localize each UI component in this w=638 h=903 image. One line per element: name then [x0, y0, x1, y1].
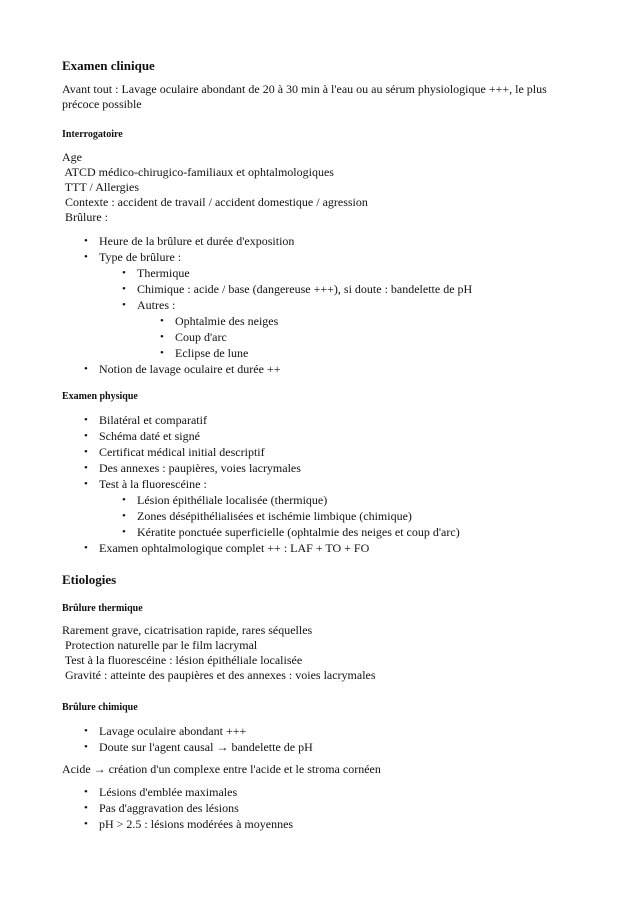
bullet-icon: •: [84, 802, 88, 814]
thermal-line: Test à la fluorescéine : lésion épithéliale localisée: [62, 653, 303, 667]
list-item: • Certificat médical initial descriptif: [84, 445, 265, 459]
bullet-icon: •: [84, 363, 88, 375]
thermal-line: Rarement grave, cicatrisation rapide, rares séquelles: [62, 623, 313, 637]
subsection-title-interrogation: Interrogatoire: [62, 129, 123, 140]
physical-exam-list: [62, 412, 582, 556]
list-item: • Coup d'arc: [160, 330, 227, 344]
list-item: • Thermique: [122, 266, 190, 280]
interrogation-line: TTT / Allergies: [62, 180, 139, 194]
bullet-icon: •: [84, 235, 88, 247]
thermal-line: Protection naturelle par le film lacrymal: [62, 638, 258, 652]
bullet-icon: •: [84, 741, 88, 753]
bullet-icon: •: [122, 267, 126, 279]
bullet-icon: •: [122, 283, 126, 295]
bullet-icon: •: [84, 462, 88, 474]
list-item: • Bilatéral et comparatif: [84, 413, 207, 427]
list-item: • Eclipse de lune: [160, 346, 249, 360]
burn-details-list: [62, 233, 582, 377]
bullet-icon: •: [84, 414, 88, 426]
acid-line: Acide → création d'un complexe entre l'acide et le stroma cornéen: [62, 762, 381, 776]
list-item: • Schéma daté et signé: [84, 429, 200, 443]
list-item: • Des annexes : paupières, voies lacrymales: [84, 461, 301, 475]
section-title-clinical-exam: Examen clinique: [62, 58, 155, 73]
interrogation-line: Contexte : accident de travail / accident domestique / agression: [62, 195, 368, 209]
interrogation-line: ATCD médico-chirugico-familiaux et ophtalmologiques: [62, 165, 334, 179]
list-item: • Test à la fluorescéine :: [84, 477, 207, 491]
list-item: • Pas d'aggravation des lésions: [84, 801, 239, 815]
subsection-title-thermal-burn: Brûlure thermique: [62, 603, 143, 614]
bullet-icon: •: [84, 251, 88, 263]
list-item: • Heure de la brûlure et durée d'exposition: [84, 234, 295, 248]
chemical-burn-list: [62, 723, 582, 755]
list-item: • Notion de lavage oculaire et durée ++: [84, 362, 281, 376]
list-item: • Type de brûlure :: [84, 250, 182, 264]
list-item: • Ophtalmie des neiges: [160, 314, 279, 328]
list-item: • Zones désépithélialisées et ischémie limbique (chimique): [122, 509, 412, 523]
list-item: • Autres :: [122, 298, 176, 312]
bullet-icon: •: [84, 786, 88, 798]
bullet-icon: •: [122, 494, 126, 506]
bullet-icon: •: [84, 725, 88, 737]
bullet-icon: •: [122, 526, 126, 538]
list-item: • Kératite ponctuée superficielle (ophtalmie des neiges et coup d'arc): [122, 525, 460, 539]
subsection-title-physical-exam: Examen physique: [62, 391, 138, 402]
list-item: • Lésions d'emblée maximales: [84, 785, 238, 799]
bullet-icon: •: [84, 446, 88, 458]
bullet-icon: •: [160, 315, 164, 327]
bullet-icon: •: [160, 347, 164, 359]
bullet-icon: •: [84, 818, 88, 830]
document-page: [62, 58, 582, 832]
list-item: • Examen ophtalmologique complet ++ : LAF + TO + FO: [84, 541, 370, 555]
intro-paragraph: Avant tout : Lavage oculaire abondant de 20 à 30 min à l'eau ou au sérum physiologique +++, le plus précoce possible: [62, 82, 547, 111]
list-item: • pH > 2.5 : lésions modérées à moyennes: [84, 817, 294, 831]
bullet-icon: •: [84, 542, 88, 554]
section-title-etiologies: Etiologies: [62, 572, 117, 587]
bullet-icon: •: [122, 510, 126, 522]
bullet-icon: •: [122, 299, 126, 311]
bullet-icon: •: [160, 331, 164, 343]
bullet-icon: •: [84, 478, 88, 490]
list-item: • Lésion épithéliale localisée (thermique): [122, 493, 328, 507]
list-item: • Lavage oculaire abondant +++: [84, 724, 247, 738]
acid-list: [62, 784, 582, 832]
subsection-title-chemical-burn: Brûlure chimique: [62, 702, 138, 713]
thermal-line: Gravité : atteinte des paupières et des annexes : voies lacrymales: [62, 668, 376, 682]
interrogation-line: Brûlure :: [62, 210, 108, 224]
list-item: • Doute sur l'agent causal → bandelette de pH: [84, 740, 313, 754]
bullet-icon: •: [84, 430, 88, 442]
interrogation-line: Age: [62, 150, 82, 164]
list-item: • Chimique : acide / base (dangereuse +++), si doute : bandelette de pH: [122, 282, 473, 296]
